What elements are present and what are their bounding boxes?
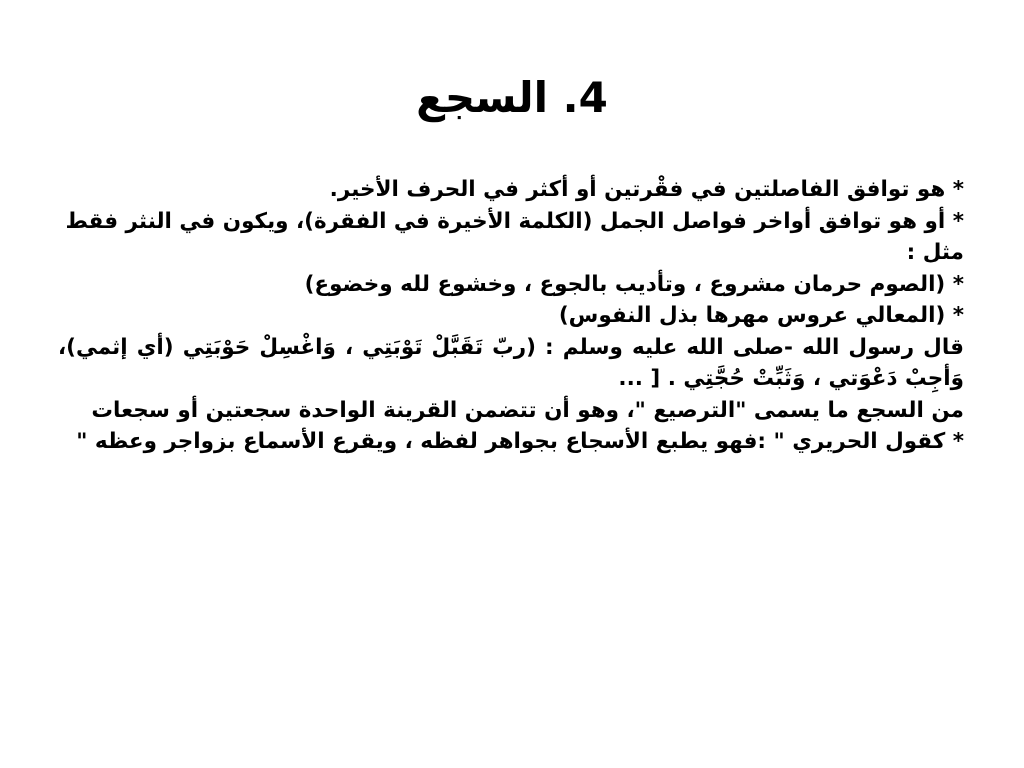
hariri-quote: * كقول الحريري " :فهو يطبع الأسجاع بجواهر لفظه ، ويقرع الأسماع بزواجر وعظه " xyxy=(76,429,964,454)
definition-alt-line: * أو هو توافق أواخر فواصل الجمل (الكلمة الأخيرة في الفقرة)، ويكون في النثر فقط xyxy=(65,208,964,234)
slide-title: 4. السجع xyxy=(416,73,608,122)
example-line-2: * (المعالي عروس مهرها بذل النفوس) xyxy=(558,303,964,328)
tarsi-definition: من السجع ما يسمى "الترصيع "، وهو أن تتضمن القرينة الواحدة سجعتين أو سجعات xyxy=(91,397,964,423)
slide-body xyxy=(58,174,964,458)
example-line-1: * (الصوم حرمان مشروع ، وتأديب بالجوع ، وخشوع لله وخضوع) xyxy=(304,271,964,297)
example-heading: مثل : xyxy=(906,240,964,265)
definition-line: * هو توافق الفاصلتين في فقْرتين أو أكثر في الحرف الأخير. xyxy=(329,177,964,202)
hadith-quote: قال رسول الله -صلى الله عليه وسلم : (ربّ تَقَبَّلْ تَوْبَتِي ، وَاغْسِلْ حَوْبَتِي (أي إثمي)، وَأجِبْ دَعْوَتي ، وَثَبِّتْ حُجَّتِي . [ ... xyxy=(58,334,964,391)
